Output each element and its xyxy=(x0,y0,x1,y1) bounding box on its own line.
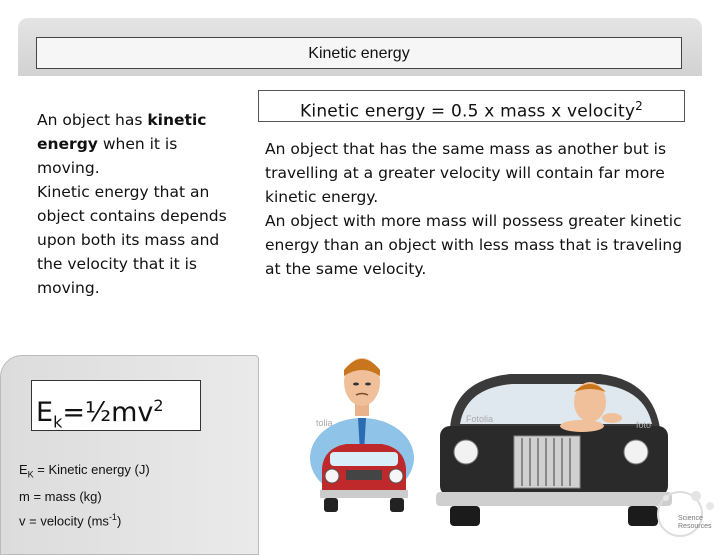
legend-v: v = velocity $(ms^{-1})$ xyxy=(19,511,122,528)
kinetic-energy-bold: kinetic energy xyxy=(37,111,207,153)
equation-legend xyxy=(19,459,150,531)
dependence-text: Kinetic energy that an object contains depends upon both its mass and the velocity that it is moving. xyxy=(37,183,227,297)
small-red-car xyxy=(320,444,408,512)
watermark-1: tolia xyxy=(316,418,333,428)
mass-paragraph: An object with more mass will possess greater kinetic energy than an object with less mass that is traveling at the same velocity. xyxy=(265,212,683,278)
formula-box: Kinetic energy = 0.5 x mass x velocity$^2$ xyxy=(258,90,685,122)
right-text-block xyxy=(265,137,685,281)
publisher-logo xyxy=(650,488,720,540)
cars-illustration xyxy=(300,340,680,530)
slide-title: Kinetic energy xyxy=(36,37,682,69)
legend-ek: $E_K$ = Kinetic energy (J) xyxy=(19,462,150,480)
left-text-block xyxy=(37,108,227,300)
legend-m: m = mass (kg) xyxy=(19,488,102,504)
watermark-3: foto xyxy=(636,420,652,430)
big-black-car xyxy=(436,374,672,526)
equation-box: $E_k=\frac{1}{2}mv^2$ xyxy=(31,380,201,431)
velocity-paragraph: An object that has the same mass as another but is travelling at a greater velocity will contain far more kinetic energy. xyxy=(265,140,667,206)
logo-text: Science Resources xyxy=(678,515,712,530)
definition-text: An object has kinetic energy when it is moving. xyxy=(37,111,207,177)
watermark-2: Fotolia xyxy=(466,414,494,424)
